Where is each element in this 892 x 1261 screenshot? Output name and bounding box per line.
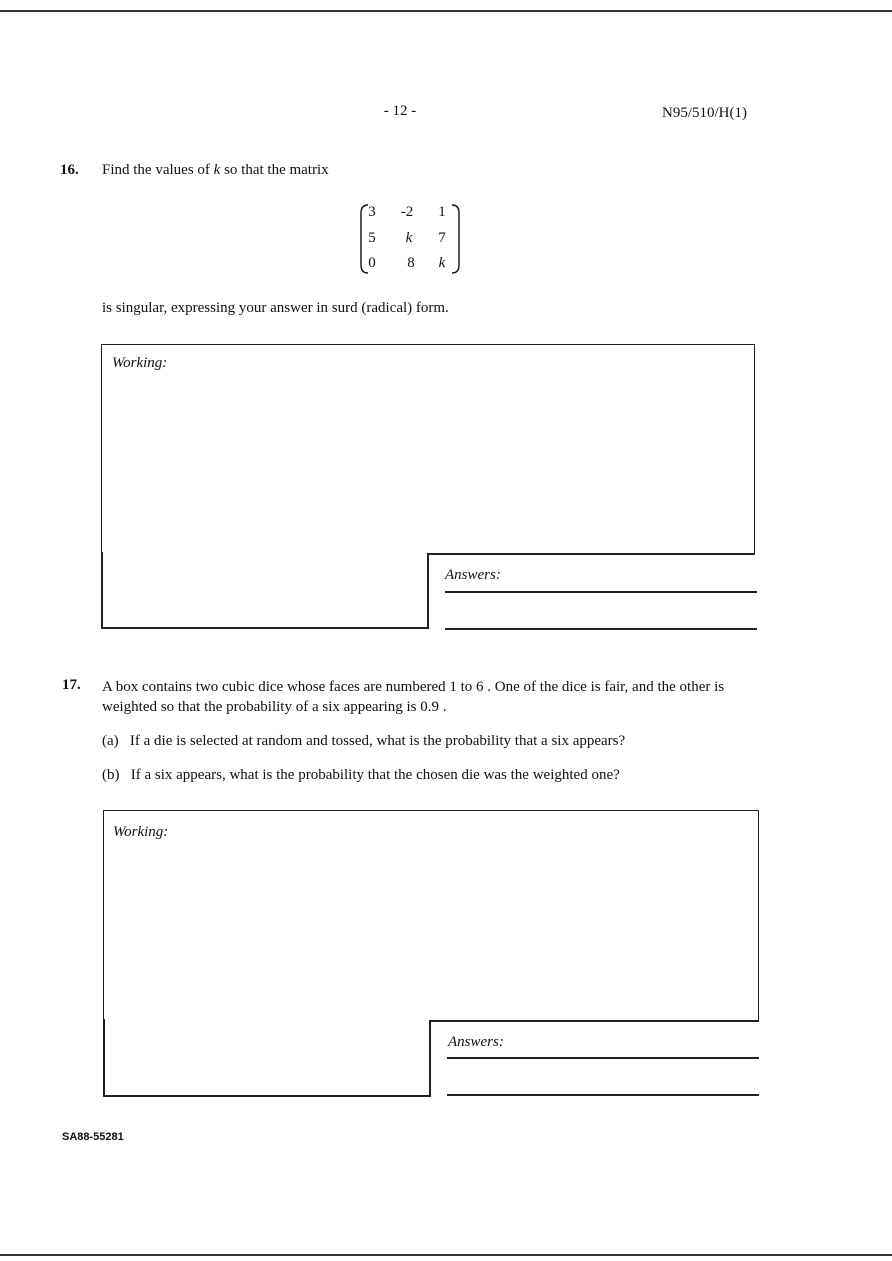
answers-label-17: Answers: — [448, 1034, 504, 1050]
answer-line-16b[interactable] — [445, 628, 757, 630]
matrix-cell: 1 — [438, 204, 446, 220]
matrix-cell: 5 — [368, 230, 376, 246]
working-box-16[interactable] — [101, 344, 755, 554]
bottom-rule — [0, 1254, 892, 1256]
working-label-16: Working: — [112, 355, 168, 371]
question-16-number: 16. — [60, 162, 79, 178]
footer-code: SA88-55281 — [62, 1131, 124, 1143]
top-rule — [0, 10, 892, 12]
working-box-17[interactable] — [103, 810, 759, 1021]
question-17-text: A box contains two cubic dice whose faces are numbered 1 to 6 . One of the dice is fair, and the other is weighted so that the probability of a six appearing is 0.9 . — [102, 679, 725, 715]
question-16-text: Find the values of k so that the matrix — [102, 162, 329, 178]
question-17-part-b: (b) If a six appears, what is the probability that the chosen die was the weighted one? — [102, 767, 620, 783]
matrix-cell: 8 — [407, 255, 415, 271]
answer-line-16a[interactable] — [445, 591, 757, 593]
question-17-part-a: (a) If a die is selected at random and tossed, what is the probability that a six appears? — [102, 733, 626, 749]
matrix-cell: k — [438, 255, 446, 271]
matrix-cell: 0 — [368, 255, 376, 271]
answers-label-16: Answers: — [445, 567, 501, 583]
matrix-cell: 7 — [438, 230, 446, 246]
working-label-17: Working: — [113, 824, 169, 840]
question-17-number: 17. — [62, 677, 81, 693]
question-16-text-continued: is singular, expressing your answer in surd (radical) form. — [102, 300, 449, 316]
matrix-cell: k — [405, 230, 413, 246]
answer-line-17a[interactable] — [447, 1057, 759, 1059]
matrix-cell: 3 — [368, 204, 376, 220]
answer-line-17b[interactable] — [447, 1094, 759, 1096]
page-number: - 12 - — [383, 103, 417, 119]
matrix — [360, 203, 460, 275]
matrix-cell: -2 — [400, 204, 414, 220]
paper-code: N95/510/H(1) — [662, 105, 747, 121]
